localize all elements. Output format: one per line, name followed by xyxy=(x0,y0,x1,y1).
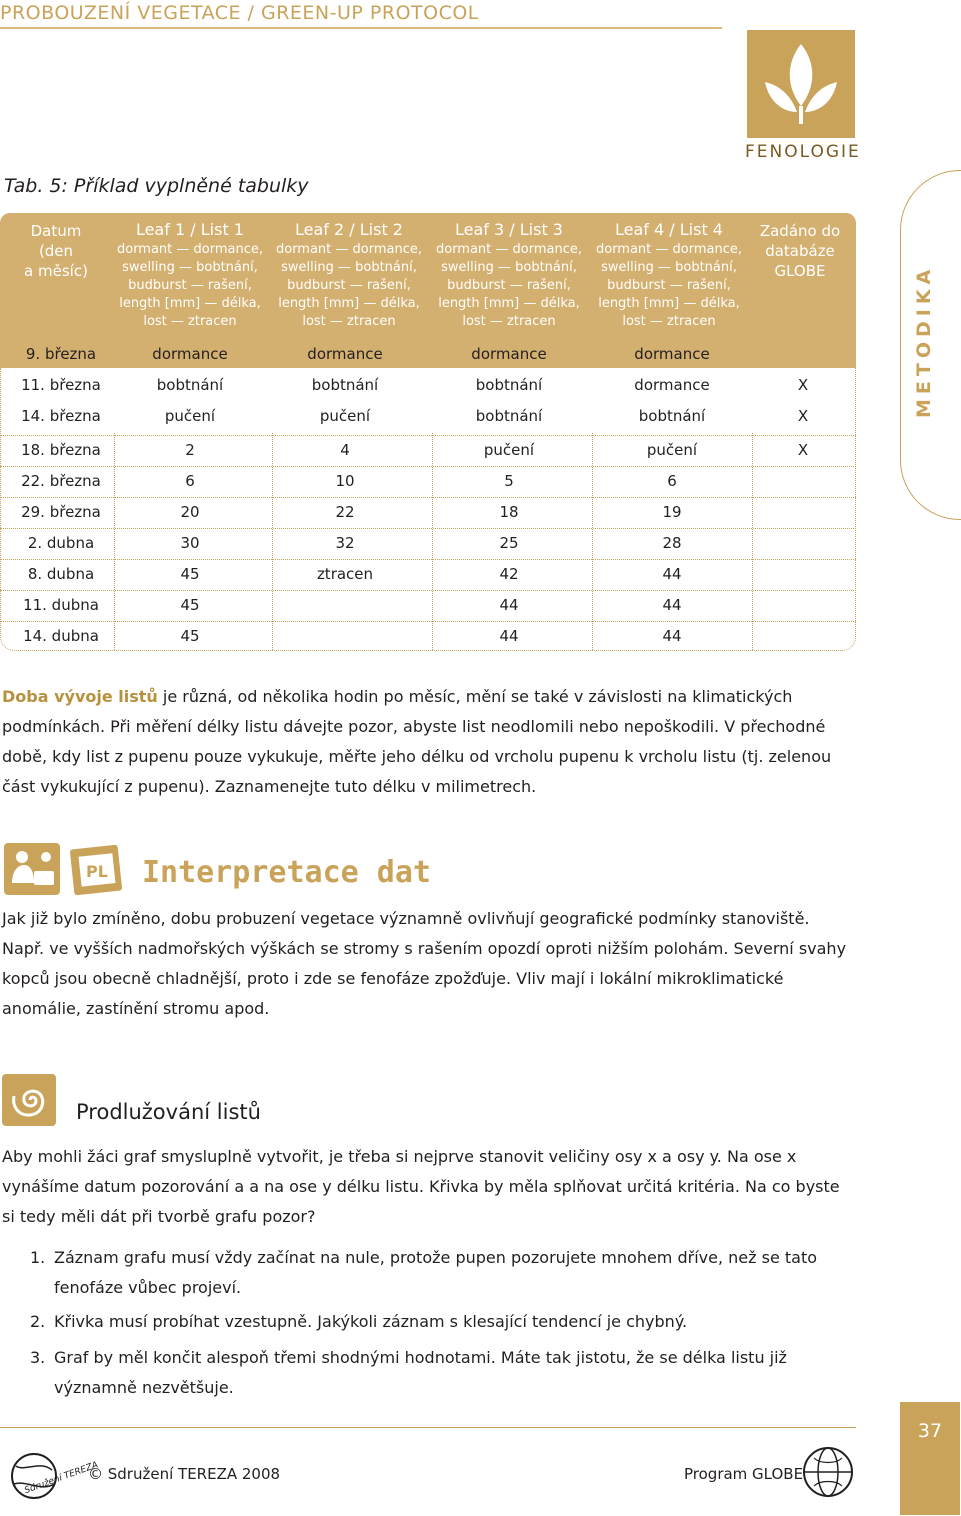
header-leaf-line: length [mm] — délka, xyxy=(598,296,740,311)
header-date-line: (den xyxy=(38,242,74,260)
header-leaf-line: swelling — bobtnání, xyxy=(601,260,737,275)
side-tab-label: METODIKA xyxy=(913,264,935,418)
globe-logo-icon xyxy=(800,1444,856,1500)
table-cell-leaf-1: 20 xyxy=(180,503,200,521)
header-leaf-line: dormant — dormance, xyxy=(435,242,583,257)
header-leaf-title: Leaf 2 / List 2 xyxy=(295,220,403,239)
header-leaf-4 xyxy=(589,221,749,331)
list-number: 1. xyxy=(30,1248,46,1267)
table-cell-leaf-3: bobtnání xyxy=(475,407,543,425)
header-leaf-line: budburst — rašení, xyxy=(447,278,571,293)
header-globe-line: Zadáno do xyxy=(759,222,841,240)
header-globe xyxy=(748,221,852,281)
spiral-icon xyxy=(2,1074,56,1126)
header-leaf-3 xyxy=(429,221,589,331)
worksheet-icon xyxy=(70,843,124,895)
table-row xyxy=(0,340,856,371)
table-cell-leaf-4: bobtnání xyxy=(638,407,706,425)
table-cell-leaf-2: 32 xyxy=(335,534,355,552)
table-cell-leaf-2: 22 xyxy=(335,503,355,521)
table-cell-leaf-2: 4 xyxy=(340,441,350,459)
section-title-interpretation: Interpretace dat xyxy=(142,855,431,890)
header-leaf-1 xyxy=(110,221,270,331)
elongation-paragraph: Aby mohli žáci graf smysluplně vytvořit, je třeba si nejprve stanovit veličiny osy x a osy y. Na ose x vynášíme datum pozorování a a na ose y délku listu. Křivka by měla splňovat určitá kritéria. Na co byste si tedy měli dát při tvorbě grafu pozor? xyxy=(2,1147,840,1226)
column-divider xyxy=(432,433,433,650)
page-number: 37 xyxy=(917,1420,943,1442)
footer-program: Program GLOBE xyxy=(684,1465,804,1483)
table-cell-leaf-4: dormance xyxy=(634,345,710,363)
table-cell-leaf-1: 45 xyxy=(180,596,200,614)
table-cell-leaf-1: 2 xyxy=(185,441,195,459)
teacher-icon xyxy=(4,843,60,895)
table-cell-leaf-4: 44 xyxy=(662,596,682,614)
tereza-logo-text: Sdružení TEREZA xyxy=(23,1460,100,1497)
intro-paragraph xyxy=(2,682,852,802)
header-leaf-line: swelling — bobtnání, xyxy=(281,260,417,275)
footer-copyright: © Sdružení TEREZA 2008 xyxy=(88,1465,281,1483)
column-divider xyxy=(592,433,593,650)
header-leaf-title: Leaf 1 / List 1 xyxy=(136,220,244,239)
table-cell-leaf-3: dormance xyxy=(471,345,547,363)
table-cell-leaf-3: 25 xyxy=(499,534,519,552)
table-cell-date: 9. března xyxy=(25,345,97,363)
header-leaf-title: Leaf 4 / List 4 xyxy=(615,220,723,239)
table-cell-leaf-1: bobtnání xyxy=(156,376,224,394)
header-date-line: Datum xyxy=(30,222,82,240)
list-text: Záznam grafu musí vždy začínat na nule, protože pupen pozorujete mnohem dříve, než se tato fenofáze vůbec projeví. xyxy=(54,1248,818,1297)
header-leaf-line: lost — ztracen xyxy=(143,314,237,329)
header-leaf-line: lost — ztracen xyxy=(302,314,396,329)
table-cell-leaf-1: 30 xyxy=(180,534,200,552)
table-cell-leaf-4: 44 xyxy=(662,565,682,583)
list-text: Křivka musí probíhat vzestupně. Jakýkoli záznam s klesající tendencí je chybný. xyxy=(54,1312,688,1331)
header-leaf-2 xyxy=(269,221,429,331)
phenology-table xyxy=(0,213,856,651)
list-number: 2. xyxy=(30,1312,46,1331)
header-leaf-line: dormant — dormance, xyxy=(595,242,743,257)
header-leaf-line: lost — ztracen xyxy=(462,314,556,329)
table-cell-leaf-4: 19 xyxy=(662,503,682,521)
table-row xyxy=(0,622,856,653)
table-row xyxy=(0,467,856,498)
table-cell-date: 2. dubna xyxy=(27,534,95,552)
header-rule xyxy=(0,27,722,29)
column-divider xyxy=(752,433,753,650)
table-row xyxy=(0,436,856,467)
table-cell-leaf-4: 28 xyxy=(662,534,682,552)
header-leaf-line: budburst — rašení, xyxy=(287,278,411,293)
list-text: Graf by měl končit alespoň třemi shodnými hodnotami. Máte tak jistotu, že se délka listu již významně nezvětšuje. xyxy=(54,1348,787,1397)
table-cell-date: 11. dubna xyxy=(23,596,99,614)
table-cell-leaf-4: pučení xyxy=(646,441,698,459)
table-cell-leaf-3: bobtnání xyxy=(475,376,543,394)
intro-text: je různá, od několika hodin po měsíc, mění se také v závislosti na klimatických podmínkách. Při měření délky listu dávejte pozor, abyste list neodlomili nebo nepoškodili. V přechodné době, kdy list z pupenu pouze vykukuje, měřte jeho délku od vrcholu pupenu k vrcholu listu (tj. zelenou část vykukující z pupenu). Zaznamenejte tuto délku v milimetrech. xyxy=(2,687,832,796)
header-globe-line: databáze xyxy=(765,242,835,260)
header-leaf-line: swelling — bobtnání, xyxy=(441,260,577,275)
table-cell-leaf-4: 44 xyxy=(662,627,682,645)
header-leaf-line: dormant — dormance, xyxy=(116,242,264,257)
fenologie-leaf-icon xyxy=(747,30,855,138)
list-item xyxy=(30,1343,850,1403)
header-leaf-line: length [mm] — délka, xyxy=(438,296,580,311)
section-title-leaf-elongation: Prodlužování listů xyxy=(76,1100,261,1124)
header-leaf-line: swelling — bobtnání, xyxy=(122,260,258,275)
footer-rule xyxy=(0,1427,856,1428)
table-row xyxy=(0,529,856,560)
table-cell-leaf-2: bobtnání xyxy=(311,376,379,394)
header-leaf-title: Leaf 3 / List 3 xyxy=(455,220,563,239)
table-row xyxy=(0,371,856,402)
table-cell-date: 11. března xyxy=(21,376,101,394)
header-leaf-line: lost — ztracen xyxy=(622,314,716,329)
header-leaf-line: dormant — dormance, xyxy=(275,242,423,257)
header-leaf-line: budburst — rašení, xyxy=(607,278,731,293)
table-cell-leaf-1: 45 xyxy=(180,627,200,645)
table-cell-date: 14. dubna xyxy=(23,627,99,645)
list-number: 3. xyxy=(30,1348,46,1367)
table-row xyxy=(0,402,856,433)
table-caption: Tab. 5: Příklad vyplněné tabulky xyxy=(4,175,309,197)
page-header-title: PROBOUZENÍ VEGETACE / GREEN-UP PROTOCOL xyxy=(0,2,479,24)
page-number-box xyxy=(900,1402,960,1515)
table-cell-leaf-2: dormance xyxy=(307,345,383,363)
table-cell-globe: X xyxy=(797,376,809,394)
intro-highlight: Doba vývoje listů xyxy=(2,687,158,706)
table-cell-leaf-1: dormance xyxy=(152,345,228,363)
column-divider xyxy=(114,433,115,650)
list-item xyxy=(30,1243,850,1303)
table-cell-leaf-2: 10 xyxy=(335,472,355,490)
table-cell-leaf-1: 45 xyxy=(180,565,200,583)
table-cell-date: 18. března xyxy=(21,441,101,459)
worksheet-icon-label: PL xyxy=(86,862,108,881)
table-row xyxy=(0,560,856,591)
tereza-logo xyxy=(4,1436,100,1512)
table-cell-leaf-4: 6 xyxy=(667,472,677,490)
table-row xyxy=(0,498,856,529)
table-cell-leaf-3: 42 xyxy=(499,565,519,583)
header-date-line: a měsíc) xyxy=(24,262,88,280)
header-leaf-line: length [mm] — délka, xyxy=(278,296,420,311)
table-cell-date: 29. března xyxy=(21,503,101,521)
header-leaf-line: length [mm] — délka, xyxy=(119,296,261,311)
table-cell-globe: X xyxy=(797,407,809,425)
table-cell-date: 14. března xyxy=(21,407,101,425)
table-cell-leaf-2: pučení xyxy=(319,407,371,425)
table-cell-leaf-3: 44 xyxy=(499,627,519,645)
table-cell-leaf-3: 18 xyxy=(499,503,519,521)
list-item xyxy=(30,1307,850,1337)
header-leaf-line: budburst — rašení, xyxy=(128,278,252,293)
table-row xyxy=(0,591,856,622)
table-cell-leaf-4: dormance xyxy=(634,376,710,394)
table-cell-leaf-3: 5 xyxy=(504,472,514,490)
section-label: FENOLOGIE xyxy=(745,142,861,162)
header-globe-line: GLOBE xyxy=(774,262,826,280)
table-cell-date: 22. března xyxy=(21,472,101,490)
header-date xyxy=(8,221,104,281)
table-cell-leaf-2: ztracen xyxy=(316,565,374,583)
table-cell-globe: X xyxy=(797,441,809,459)
interpretation-paragraph: Jak již bylo zmíněno, dobu probuzení vegetace významně ovlivňují geografické podmínky stanoviště. Např. ve vyšších nadmořských výškách se stromy s rašením opozdí oproti nižším polohám. Severní svahy kopců jsou obecně chladnější, proto i zde se fenofáze zpožďuje. Vliv mají i lokální mikroklimatické anomálie, zastínění stromu apod. xyxy=(2,909,847,1018)
table-cell-leaf-1: pučení xyxy=(164,407,216,425)
table-cell-leaf-3: pučení xyxy=(483,441,535,459)
table-cell-date: 8. dubna xyxy=(27,565,95,583)
table-cell-leaf-1: 6 xyxy=(185,472,195,490)
table-cell-leaf-3: 44 xyxy=(499,596,519,614)
column-divider xyxy=(272,433,273,650)
